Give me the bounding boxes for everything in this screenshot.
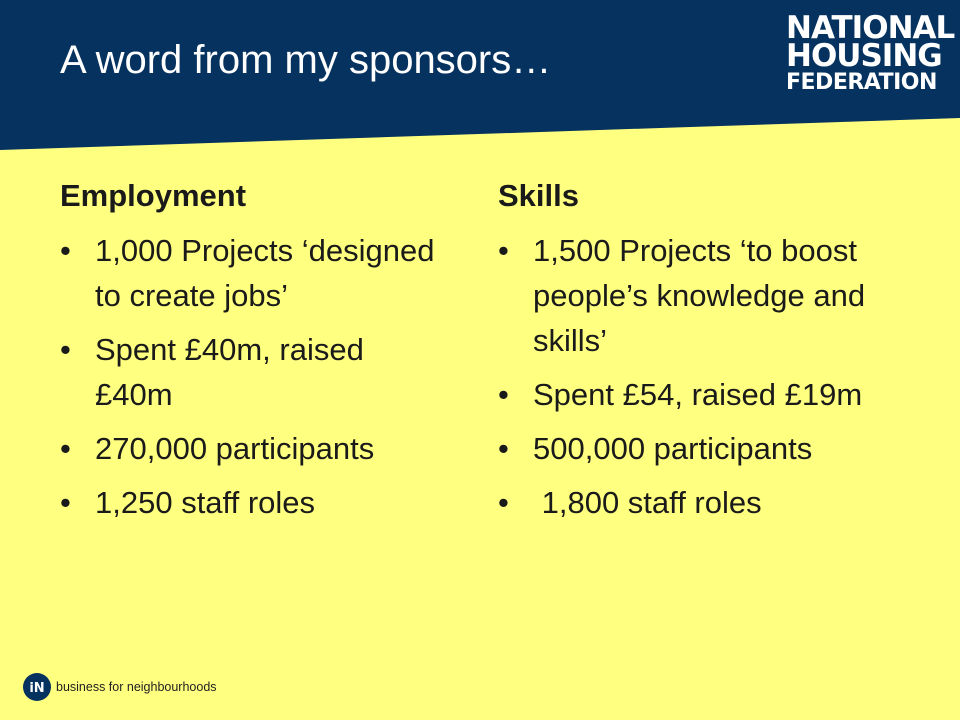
skills-column (498, 176, 898, 534)
skills-heading: Skills (498, 178, 579, 213)
bullet: • (498, 431, 509, 466)
list-item-text: 1,000 Projects ‘designed to create jobs’ (95, 233, 435, 313)
logo-line-2: HOUSING (786, 38, 942, 74)
badge-text: iN (29, 681, 45, 696)
employment-heading: Employment (60, 178, 247, 213)
list-item-text: Spent £54, raised £19m (533, 377, 863, 412)
list-item-text: 500,000 participants (533, 431, 813, 466)
bullet: • (60, 431, 71, 466)
bullet: • (60, 233, 71, 268)
list-item (498, 480, 898, 525)
list-item (60, 228, 440, 318)
in-badge-icon (22, 672, 52, 702)
bullet: • (498, 377, 509, 412)
header-band (0, 0, 960, 150)
list-item (498, 372, 898, 417)
list-item (498, 228, 898, 363)
bullet: • (498, 485, 509, 520)
employment-list (60, 228, 440, 525)
list-item (498, 426, 898, 471)
skills-list (498, 228, 898, 525)
slide-title: A word from my sponsors… (60, 38, 552, 82)
employment-column (60, 176, 440, 534)
list-item-text: 1,800 staff roles (533, 485, 762, 520)
footer-tagline: business for neighbourhoods (56, 680, 217, 694)
footer-branding (22, 672, 217, 702)
bullet: • (498, 233, 509, 268)
logo-line-3: FEDERATION (786, 70, 937, 95)
bullet: • (60, 485, 71, 520)
list-item-text: 270,000 participants (95, 431, 375, 466)
list-item (60, 480, 440, 525)
list-item (60, 426, 440, 471)
list-item (60, 327, 440, 417)
national-housing-federation-logo (786, 10, 955, 96)
bullet: • (60, 332, 71, 367)
list-item-text: 1,500 Projects ‘to boost people’s knowledge and skills’ (533, 233, 866, 358)
list-item-text: Spent £40m, raised £40m (95, 332, 364, 412)
list-item-text: 1,250 staff roles (95, 485, 316, 520)
logo-line-1: NATIONAL (786, 10, 955, 46)
